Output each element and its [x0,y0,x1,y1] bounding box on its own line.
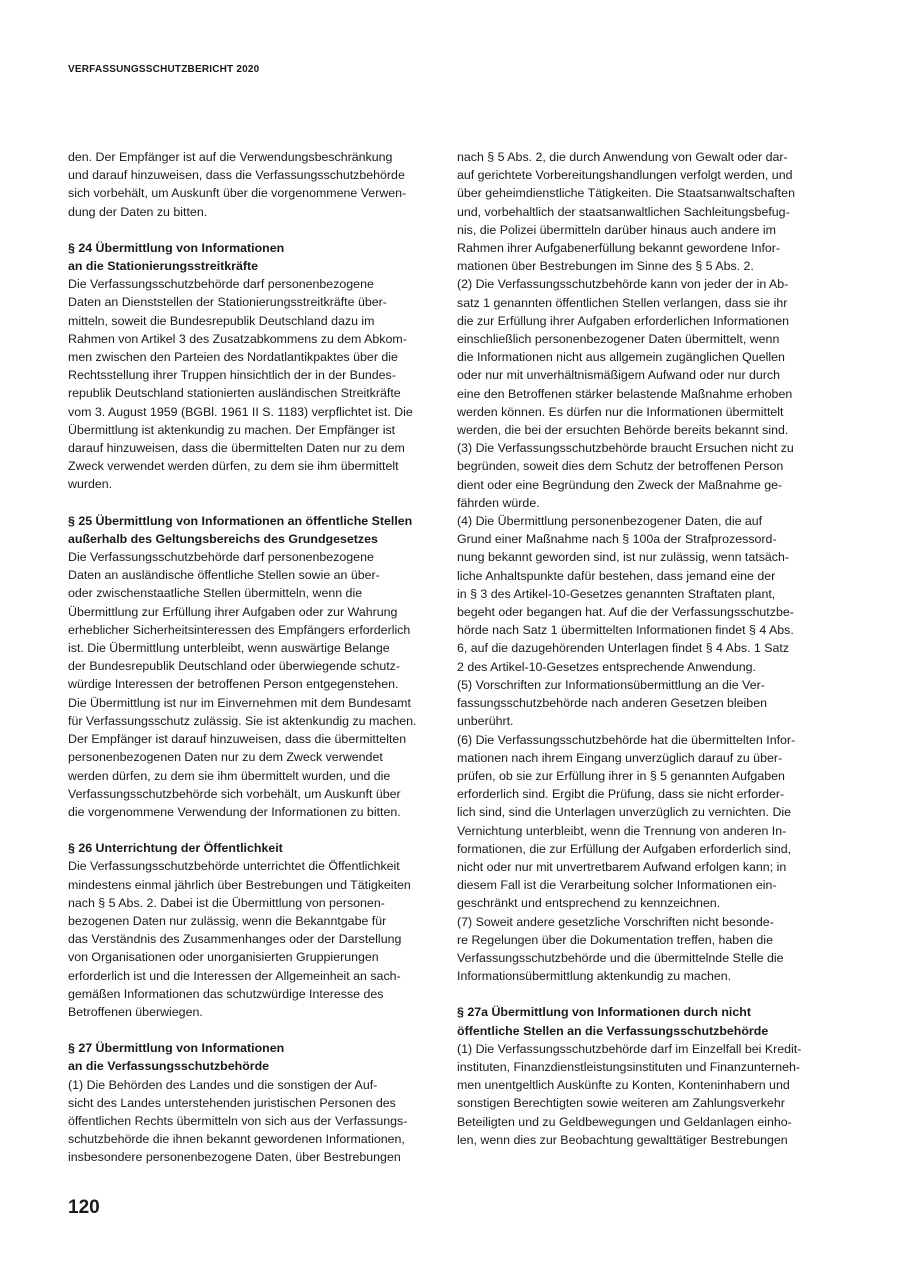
text-line: Rechtsstellung ihrer Truppen hinsichtlich der in der Bundes- [68,368,396,383]
text-line: fährden würde. [457,495,540,510]
text-line: würdige Interessen der betroffenen Person entgegenstehen. [68,677,399,692]
text-line: § 24 Übermittlung von Informationen [68,240,285,255]
section-27-body [68,1076,448,1167]
text-line: hörde nach Satz 1 übermittelten Informationen findet § 4 Abs. [457,623,794,638]
text-line: sonstigen Berechtigten sowie weiteren am Zahlungsverkehr [457,1096,785,1111]
text-line: nung bekannt geworden sind, ist nur zulässig, wenn tatsäch- [457,550,789,565]
text-line: auf gerichtete Vorbereitungshandlungen verfolgt werden, und [457,168,793,183]
text-line: eine den Betroffenen stärker belastende Maßnahme erhoben [457,386,793,401]
text-line: unberührt. [457,714,514,729]
text-line: nach § 5 Abs. 2, die durch Anwendung von Gewalt oder dar- [457,150,788,164]
text-line: das Verständnis des Zusammenhanges oder der Darstellung [68,932,402,947]
right-column [457,148,839,1149]
text-line: oder zwischenstaatliche Stellen übermitteln, wenn die [68,586,363,601]
text-line: schutzbehörde die ihnen bekannt gewordenen Informationen, [68,1132,405,1147]
text-line: (4) Die Übermittlung personenbezogener Daten, die auf [457,514,763,529]
section-27a-body [457,1040,839,1149]
text-line: fassungsschutzbehörde nach anderen Gesetzen bleiben [457,696,767,711]
text-line: Rahmen von Artikel 3 des Zusatzabkommens zu dem Abkom- [68,331,407,346]
text-line: Übermittlung zur Erfüllung ihrer Aufgaben oder zur Wahrung [68,604,398,619]
text-line: insbesondere personenbezogene Daten, über Bestrebungen [68,1150,401,1165]
text-line: (5) Vorschriften zur Informationsübermittlung an die Ver- [457,677,765,692]
text-line: oder nur mit unverhältnismäßigem Aufwand oder nur durch [457,368,781,383]
text-line: Daten an ausländische öffentliche Stellen sowie an über- [68,568,380,583]
text-line: die vorgenommene Verwendung der Informationen zu bitten. [68,804,401,819]
text-line: diesem Fall ist die Verarbeitung solcher Informationen ein- [457,878,777,893]
section-26-body [68,857,448,1021]
text-line: von Organisationen oder unorganisierten Gruppierungen [68,950,379,965]
text-line: geschränkt und entsprechend zu kennzeichnen. [457,896,721,911]
section-27-heading [68,1039,448,1075]
text-line: mindestens einmal jährlich über Bestrebungen und Tätigkeiten [68,877,411,892]
text-line: über geheimdienstliche Tätigkeiten. Die Staatsanwaltschaften [457,186,795,201]
text-line: und, vorbehaltlich der staatsanwaltlichen Sachleitungsbefug- [457,204,790,219]
text-line: re Regelungen über die Dokumentation treffen, haben die [457,932,773,947]
section-27a-heading [457,1003,839,1039]
text-line: satz 1 genannten öffentlichen Stellen verlangen, dass sie ihr [457,295,788,310]
section-24-heading [68,239,448,275]
running-header: VERFASSUNGSSCHUTZBERICHT 2020 [68,64,260,75]
text-line: Der Empfänger ist darauf hinzuweisen, dass die übermittelten [68,732,407,747]
text-line: und darauf hinzuweisen, dass die Verfassungsschutzbehörde [68,168,405,183]
text-line: Die Verfassungsschutzbehörde darf personenbezogene [68,277,374,292]
text-line: öffentliche Stellen an die Verfassungsschutzbehörde [457,1023,769,1038]
page-number: 120 [68,1197,100,1218]
text-line: § 26 Unterrichtung der Öffentlichkeit [68,841,283,856]
text-line: Grund einer Maßnahme nach § 100a der Strafprozessord- [457,532,777,547]
text-line: § 27 Übermittlung von Informationen [68,1041,285,1056]
text-line: für Verfassungsschutz zulässig. Sie ist aktenkundig zu machen. [68,713,417,728]
text-line: öffentlichen Rechts übermitteln von sich aus der Verfassungs- [68,1113,408,1128]
text-line: Übermittlung ist aktenkundig zu machen. Der Empfänger ist [68,422,396,437]
text-line: formationen, die zur Erfüllung der Aufgaben erforderlich sind, [457,841,792,856]
text-line: ist. Die Übermittlung unterbleibt, wenn auswärtige Belange [68,641,390,656]
section-24-body [68,275,448,493]
text-line: erforderlich sind. Ergibt die Prüfung, dass sie nicht erforder- [457,787,785,802]
text-line: den. Der Empfänger ist auf die Verwendungsbeschränkung [68,150,393,164]
text-line: vom 3. August 1959 (BGBl. 1961 II S. 1183) verpflichtet ist. Die [68,404,413,419]
text-line: einschließlich personenbezogener Daten übermittelt, wenn [457,332,780,347]
text-line: werden dürfen, zu dem sie ihm übermittelt wurden, und die [68,768,391,783]
text-line: Verfassungsschutzbehörde und die übermittelnde Stelle die [457,950,784,965]
text-line: sich vorbehält, um Auskunft über die vorgenommene Verwen- [68,186,407,201]
text-line: Beteiligten und zu Geldbewegungen und Geldanlagen einho- [457,1114,792,1129]
text-line: Informationsübermittlung aktenkundig zu machen. [457,969,732,984]
text-line: gemäßen Informationen das schutzwürdige Interesse des [68,986,384,1001]
text-line: Daten an Dienststellen der Stationierungsstreitkräfte über- [68,295,387,310]
text-line: (3) Die Verfassungsschutzbehörde braucht Ersuchen nicht zu [457,441,794,456]
text-line: an die Verfassungsschutzbehörde [68,1059,270,1074]
text-line: mationen über Bestrebungen im Sinne des § 5 Abs. 2. [457,259,754,274]
text-line: § 25 Übermittlung von Informationen an öffentliche Stellen [68,513,413,528]
section-26-heading [68,839,448,857]
text-line: wurden. [68,477,113,492]
text-line: § 27a Übermittlung von Informationen durch nicht [457,1005,751,1020]
text-line: men unentgeltlich Auskünfte zu Konten, Konteninhabern und [457,1078,790,1093]
text-line: (1) Die Verfassungsschutzbehörde darf im Einzelfall bei Kredit- [457,1041,802,1056]
text-line: nicht oder nur mit unvertretbarem Aufwand erfolgen kann; in [457,859,787,874]
text-line: (7) Soweit andere gesetzliche Vorschriften nicht besonde- [457,914,774,929]
text-line: 2 des Artikel-10-Gesetzes entsprechende Anwendung. [457,659,756,674]
text-line: außerhalb des Geltungsbereichs des Grundgesetzes [68,531,378,546]
text-line: Die Verfassungsschutzbehörde unterrichtet die Öffentlichkeit [68,859,400,874]
text-line: werden, die bei der ersuchten Behörde bereits bekannt sind. [457,423,789,438]
text-line: Vernichtung unterbleibt, wenn die Trennung von anderen In- [457,823,787,838]
text-line: erforderlich ist und die Interessen der Allgemeinheit an sach- [68,968,401,983]
text-line: die zur Erfüllung ihrer Aufgaben erforderlichen Informationen [457,313,789,328]
text-line: prüfen, ob sie zur Erfüllung ihrer in § 5 genannten Aufgaben [457,768,785,783]
text-line: len, wenn dies zur Beobachtung gewalttätiger Bestrebungen [457,1132,788,1147]
text-line: der Bundesrepublik Deutschland oder überwiegende schutz- [68,659,401,674]
text-line: dient oder eine Begründung den Zweck der Maßnahme ge- [457,477,783,492]
text-line: Zweck verwendet werden dürfen, zu dem sie ihm übermittelt [68,459,399,474]
text-line: sicht des Landes unterstehenden juristischen Personen des [68,1095,396,1110]
text-line: lich sind, sind die Unterlagen unverzüglich zu vernichten. Die [457,805,792,820]
section-25-heading [68,512,448,548]
left-column [68,148,448,1167]
text-line: nach § 5 Abs. 2. Dabei ist die Übermittlung von personen- [68,895,385,910]
intro-paragraph [68,148,448,221]
text-line: (1) Die Behörden des Landes und die sonstigen der Auf- [68,1077,378,1092]
text-line: (6) Die Verfassungsschutzbehörde hat die übermittelten Infor- [457,732,796,747]
text-line: erheblicher Sicherheitsinteressen des Empfängers erforderlich [68,622,411,637]
text-line: mationen nach ihrem Eingang unverzüglich darauf zu über- [457,750,783,765]
text-line: Die Verfassungsschutzbehörde darf personenbezogene [68,550,374,565]
section-27-continued [457,148,839,985]
text-line: an die Stationierungsstreitkräfte [68,259,259,274]
text-line: Betroffenen überwiegen. [68,1004,203,1019]
text-line: republik Deutschland stationierten ausländischen Streitkräfte [68,386,401,401]
text-line: Verfassungsschutzbehörde sich vorbehält, um Auskunft über [68,786,401,801]
text-line: begründen, soweit dies dem Schutz der betroffenen Person [457,459,784,474]
text-line: personenbezogenen Daten nur zu dem Zweck verwendet [68,750,383,765]
text-line: darauf hinzuweisen, dass die übermittelten Daten nur zu dem [68,441,405,456]
text-line: in § 3 des Artikel-10-Gesetzes genannten Straftaten plant, [457,586,776,601]
text-line: dung der Daten zu bitten. [68,204,208,219]
text-line: Die Übermittlung ist nur im Einvernehmen mit dem Bundesamt [68,695,411,710]
text-line: bezogenen Daten nur zulässig, wenn die Bekanntgabe für [68,913,387,928]
text-line: nis, die Polizei übermitteln darüber hinaus auch andere im [457,222,776,237]
text-line: begeht oder begangen hat. Auf die der Verfassungsschutzbe- [457,605,794,620]
text-line: (2) Die Verfassungsschutzbehörde kann von jeder der in Ab- [457,277,789,292]
text-line: instituten, Finanzdienstleistungsinstituten und Finanzunterneh- [457,1059,801,1074]
text-line: men zwischen den Parteien des Nordatlantikpaktes über die [68,350,398,365]
text-line: mitteln, soweit die Bundesrepublik Deutschland dazu im [68,313,375,328]
text-line: die Informationen nicht aus allgemein zugänglichen Quellen [457,350,785,365]
text-line: 6, auf die dazugehörenden Unterlagen findet § 4 Abs. 1 Satz [457,641,790,656]
section-25-body [68,548,448,821]
text-line: werden können. Es dürfen nur die Informationen übermittelt [457,404,784,419]
text-line: Rahmen ihrer Aufgabenerfüllung bekannt gewordene Infor- [457,241,781,256]
text-line: liche Anhaltspunkte dafür bestehen, dass jemand eine der [457,568,776,583]
